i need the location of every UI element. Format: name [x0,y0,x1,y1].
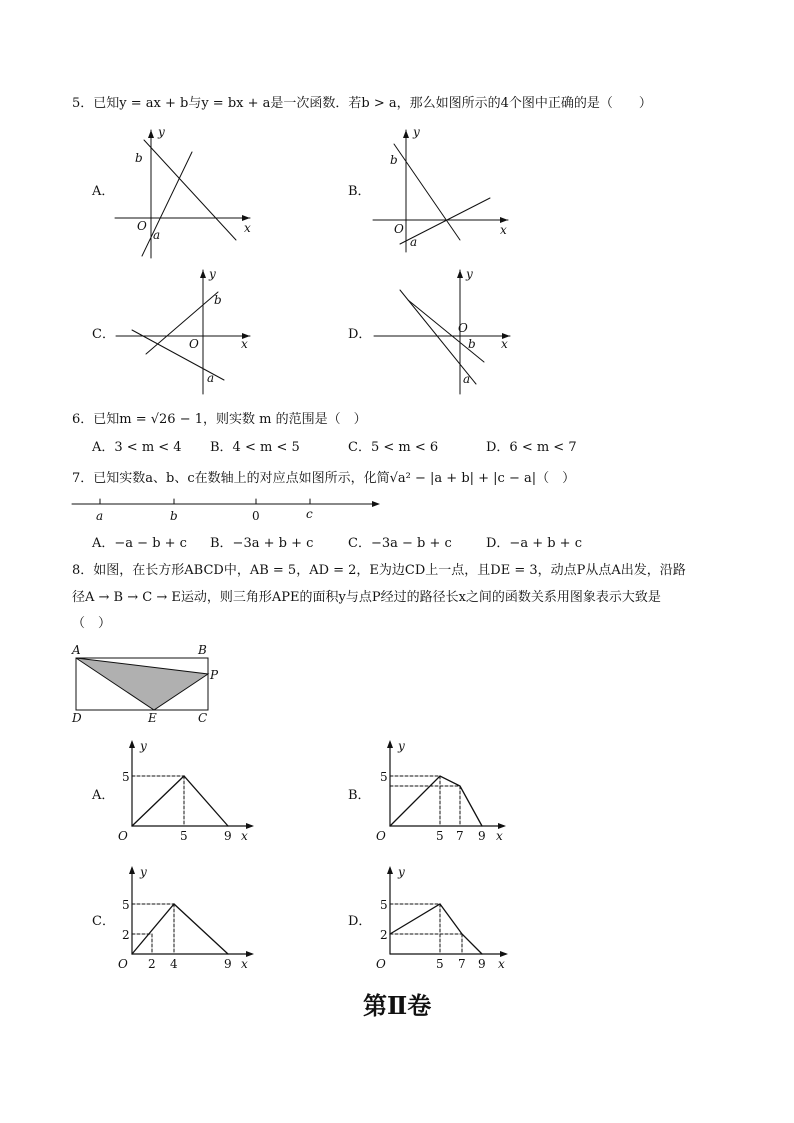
point-a-label: a [96,509,104,523]
axis-x-label: x [501,337,508,351]
x-tick-label: 9 [224,829,232,843]
q8-graph-d [370,862,520,972]
origin-label: O [137,219,147,233]
q7-option-a: A．−a − b + c [92,536,187,551]
axis-x-label: x [496,829,503,843]
q5-option-a-label: A． [92,184,115,199]
q6-option-a: A．3 < m < 4 [92,440,182,455]
origin-label: O [189,337,199,351]
point-b-label: b [170,509,178,523]
q8-graph-b [370,736,520,846]
q5-graph-d [370,266,520,396]
axis-x-label: x [244,221,251,235]
q6-option-d: D．6 < m < 7 [486,440,577,455]
origin-label: O [376,829,386,843]
origin-label: O [394,222,404,236]
q8-graph-c [112,862,262,972]
zero-label: 0 [252,509,260,523]
b-label: b [468,337,476,351]
vertex-a-label: A [72,643,81,657]
q7-option-b: B．−3a + b + c [210,536,314,551]
y-tick-label: 5 [122,898,130,912]
origin-label: O [118,829,128,843]
q5-graph-a [110,122,260,262]
q8-stem-line1: 8．如图，在长方形ABCD中，AB = 5，AD = 2，E为边CD上一点，且DE = 3，动点P从点A出发，沿路 [72,563,686,578]
q6-stem: 6．已知m = √26 − 1，则实数 m 的范围是（ ） [72,412,367,427]
axis-y-label: y [158,125,165,139]
q6-option-b: B．4 < m < 5 [210,440,300,455]
axis-y-label: y [209,267,216,281]
b-label: b [214,293,222,307]
b-label: b [390,153,398,167]
point-c-label: c [306,507,313,521]
origin-label: O [118,957,128,971]
x-tick-label: 5 [180,829,188,843]
vertex-c-label: C [198,711,208,725]
axis-x-label: x [500,223,507,237]
x-tick-label: 5 [436,829,444,843]
q8-option-a-label: A． [92,788,115,803]
axis-y-label: y [398,865,405,879]
q5-option-c-label: C． [92,327,115,342]
axis-x-label: x [241,829,248,843]
q5-option-b-label: B． [348,184,371,199]
x-tick-label: 2 [148,957,156,971]
q5-graph-c [110,266,260,396]
b-label: b [135,151,143,165]
axis-y-label: y [140,865,147,879]
q8-stem-line2: 径A → B → C → E运动，则三角形APE的面积y与点P经过的路径长x之间的函数关系用图象表示大致是 [72,590,661,605]
axis-y-label: y [466,267,473,281]
y-tick-label: 5 [380,770,388,784]
x-tick-label: 7 [458,957,466,971]
vertex-b-label: B [198,643,207,657]
q8-option-d-label: D． [348,914,372,929]
origin-label: O [376,957,386,971]
q8-stem-line3: （ ） [72,616,112,631]
q5-stem: 5．已知y = ax + b与y = bx + a是一次函数．若b > a，那么如图所示的4个图中正确的是（ ） [72,96,652,111]
x-tick-label: 9 [478,829,486,843]
section-heading: 第Ⅱ卷 [363,991,432,1020]
y-tick-label: 2 [380,928,388,942]
q7-option-d: D．−a + b + c [486,536,582,551]
q7-option-c: C．−3a − b + c [348,536,452,551]
a-label: a [463,372,471,386]
axis-x-label: x [241,957,248,971]
axis-y-label: y [398,739,405,753]
axis-x-label: x [241,337,248,351]
q7-number-line [70,494,390,528]
a-label: a [153,228,161,242]
y-tick-label: 5 [122,770,130,784]
q7-stem: 7．已知实数a、b、c在数轴上的对应点如图所示，化简√a² − |a + b| + |c − a|（ ） [72,471,576,486]
origin-label: O [458,321,468,335]
vertex-d-label: D [72,711,82,725]
q5-graph-b [368,124,518,254]
y-tick-label: 5 [380,898,388,912]
axis-y-label: y [413,125,420,139]
point-p-label: P [210,668,219,682]
x-tick-label: 5 [436,957,444,971]
point-e-label: E [148,711,157,725]
y-tick-label: 2 [122,928,130,942]
a-label: a [410,235,418,249]
q8-option-b-label: B． [348,788,371,803]
a-label: a [207,371,215,385]
x-tick-label: 9 [224,957,232,971]
axis-x-label: x [498,957,505,971]
x-tick-label: 4 [170,957,178,971]
q8-option-c-label: C． [92,914,115,929]
axis-y-label: y [140,739,147,753]
q8-rectangle-figure [68,640,228,726]
x-tick-label: 7 [456,829,464,843]
q8-graph-a [112,736,262,846]
x-tick-label: 9 [478,957,486,971]
q6-option-c: C．5 < m < 6 [348,440,439,455]
q5-option-d-label: D． [348,327,372,342]
